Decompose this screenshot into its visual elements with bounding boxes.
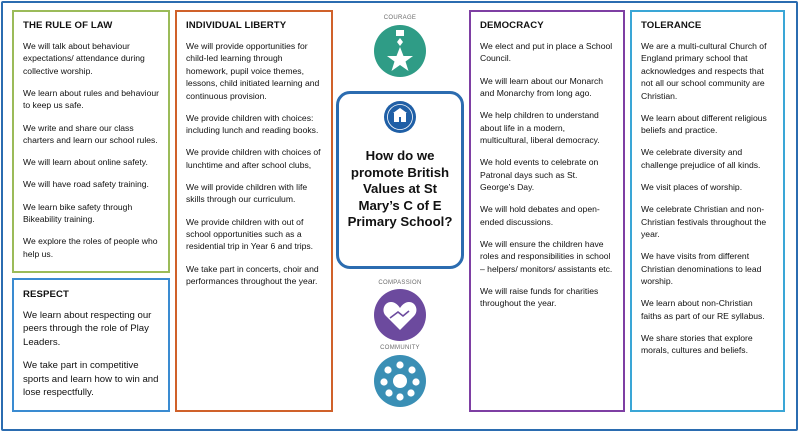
respect-title: RESPECT	[23, 289, 70, 300]
democracy-item: We help children to understand about life in a modern, multicultural, liberal democracy.	[480, 110, 600, 146]
rule-of-law-item: We will talk about behaviour expectations/ attendance during collective worship.	[23, 41, 145, 76]
tolerance-item: We celebrate Christian and non-Christian festivals throughout the year.	[641, 204, 767, 240]
democracy-item: We hold events to celebrate on Patronal days such as St. George’s Day.	[480, 157, 599, 193]
compassion-label: COMPASSION	[378, 280, 422, 286]
democracy-item: We will raise funds for charities throughout the year.	[480, 285, 599, 309]
rule-of-law-panel	[12, 10, 170, 273]
individual-liberty-item: We take part in concerts, choir and performances throughout the year.	[186, 263, 319, 287]
school-crest-icon	[383, 100, 417, 134]
courage-label: COURAGE	[383, 15, 417, 21]
community-label: COMMUNITY	[380, 345, 420, 351]
rule-of-law-item: We learn bike safety through Bikeability training.	[23, 201, 133, 225]
democracy-item: We elect and put in place a School Council.	[480, 41, 613, 64]
individual-liberty-item: We provide children with out of school opportunities such as a residential trip in Year 6 and trips.	[186, 216, 314, 252]
rule-of-law-item: We explore the roles of people who help us.	[23, 236, 158, 259]
tolerance-item: We have visits from different Christian denominations to lead worship.	[641, 251, 762, 287]
individual-liberty-item: We will provide children with life skills through our curriculum.	[186, 182, 308, 205]
individual-liberty-item: We will provide opportunities for child-led learning through homework, pupil voice themes, lessons, child initiated learning and continuous provision.	[186, 41, 320, 101]
democracy-panel	[469, 10, 625, 412]
individual-liberty-item: We provide children with choices of lunchtime and after school clubs,	[186, 147, 321, 170]
central-question: How do we promote British Values at St Mary’s C of E Primary School?	[347, 148, 453, 229]
democracy-item: We will hold debates and open-ended discussions.	[480, 204, 600, 227]
tolerance-panel	[630, 10, 785, 412]
courage-icon	[372, 23, 428, 79]
rule-of-law-item: We will have road safety training.	[23, 179, 149, 190]
rule-of-law-item: We write and share our class charters and learn our school rules.	[23, 122, 158, 146]
rule-of-law-item: We will learn about online safety.	[23, 157, 148, 168]
tolerance-item: We learn about different religious beliefs and practice.	[641, 112, 767, 136]
rule-of-law-title: THE RULE OF LAW	[23, 20, 113, 31]
democracy-title: DEMOCRACY	[480, 20, 544, 31]
respect-item: We learn about respecting our peers through the role of Play Leaders.	[23, 310, 152, 348]
individual-liberty-panel	[175, 10, 333, 412]
democracy-item: We will learn about our Monarch and Monarchy from long ago.	[480, 75, 604, 99]
tolerance-item: We celebrate diversity and challenge prejudice of all kinds.	[641, 147, 761, 170]
tolerance-item: We visit places of worship.	[641, 182, 743, 193]
rule-of-law-item: We learn about rules and behaviour to keep us safe.	[23, 88, 159, 111]
tolerance-title: TOLERANCE	[641, 20, 702, 31]
respect-item: We take part in competitive sports and learn how to win and lose respectfully.	[23, 360, 159, 399]
tolerance-item: We are a multi-cultural Church of England primary school that acknowledges and respects that not all our school community are Christian.	[641, 41, 767, 101]
tolerance-item: We share stories that explore morals, cultures and beliefs.	[641, 332, 753, 356]
community-icon	[372, 353, 428, 409]
central-question-box	[336, 91, 464, 269]
individual-liberty-item: We provide children with choices: including lunch and reading books.	[186, 112, 319, 136]
tolerance-item: We learn about non-Christian faiths as part of our RE syllabus.	[641, 298, 765, 321]
democracy-item: We will ensure the children have roles and responsibilities in school – helpers/ monitors/ assistants etc.	[480, 238, 613, 274]
individual-liberty-title: INDIVIDUAL LIBERTY	[186, 20, 287, 31]
respect-panel	[12, 278, 170, 412]
compassion-icon	[372, 287, 428, 343]
